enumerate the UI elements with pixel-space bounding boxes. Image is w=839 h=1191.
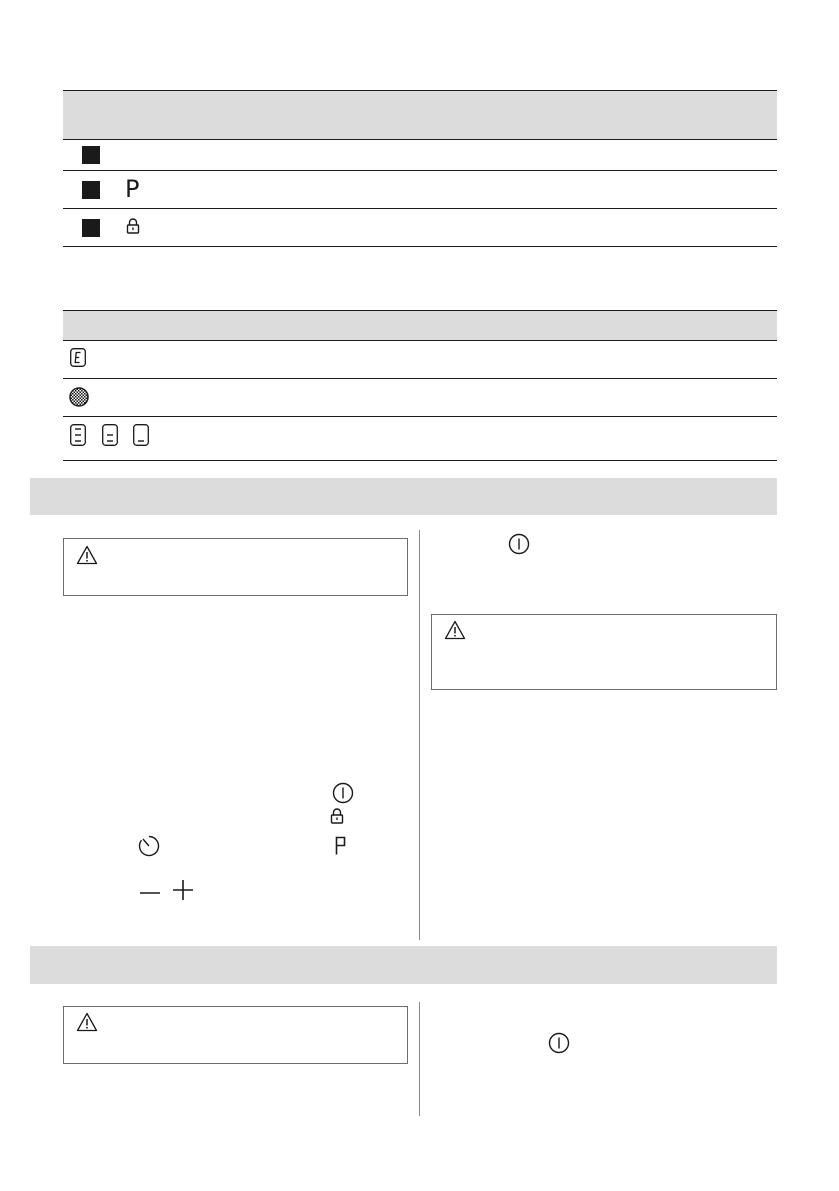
table-1-row-rule — [63, 139, 777, 140]
table-2-row-rule — [63, 378, 777, 379]
lock-icon — [126, 218, 140, 234]
warning-triangle-icon — [76, 545, 98, 565]
heat-level-2-icon — [102, 424, 118, 446]
table-1-header — [63, 90, 777, 139]
section-2-heading-bar — [30, 946, 777, 984]
warning-triangle-icon — [76, 1012, 98, 1032]
table-1-bottom-rule — [63, 246, 777, 247]
table-1-header-top-rule — [63, 90, 777, 91]
heat-level-3-icon — [70, 424, 86, 446]
column-divider — [419, 530, 420, 940]
filled-square-icon — [82, 181, 100, 199]
table-2-row-rule — [63, 340, 777, 341]
p-icon: P — [125, 175, 140, 203]
power-icon — [508, 533, 530, 555]
heat-level-1-icon — [133, 424, 149, 446]
table-2-bottom-rule — [63, 460, 777, 461]
column-divider — [419, 1002, 420, 1116]
minus-icon — [140, 883, 160, 903]
warning-box — [63, 1006, 408, 1064]
table-2-header-top-rule — [63, 310, 777, 311]
warning-box — [431, 614, 777, 690]
filled-square-icon — [82, 219, 100, 237]
filled-square-icon — [82, 146, 100, 164]
warning-box — [63, 538, 408, 596]
table-2-row-rule — [63, 416, 777, 417]
table-2-header — [63, 310, 777, 340]
lock-icon — [330, 808, 344, 824]
p-display-icon — [334, 836, 348, 856]
timer-icon — [138, 835, 160, 857]
power-icon — [548, 1032, 570, 1054]
table-1-row-rule — [63, 170, 777, 171]
power-icon — [332, 782, 354, 804]
e-display-icon — [70, 348, 86, 367]
table-1-row-rule — [63, 208, 777, 209]
section-1-heading-bar — [30, 478, 777, 515]
warning-triangle-icon — [444, 620, 466, 640]
plus-icon — [173, 880, 193, 900]
residual-heat-icon — [69, 387, 89, 407]
